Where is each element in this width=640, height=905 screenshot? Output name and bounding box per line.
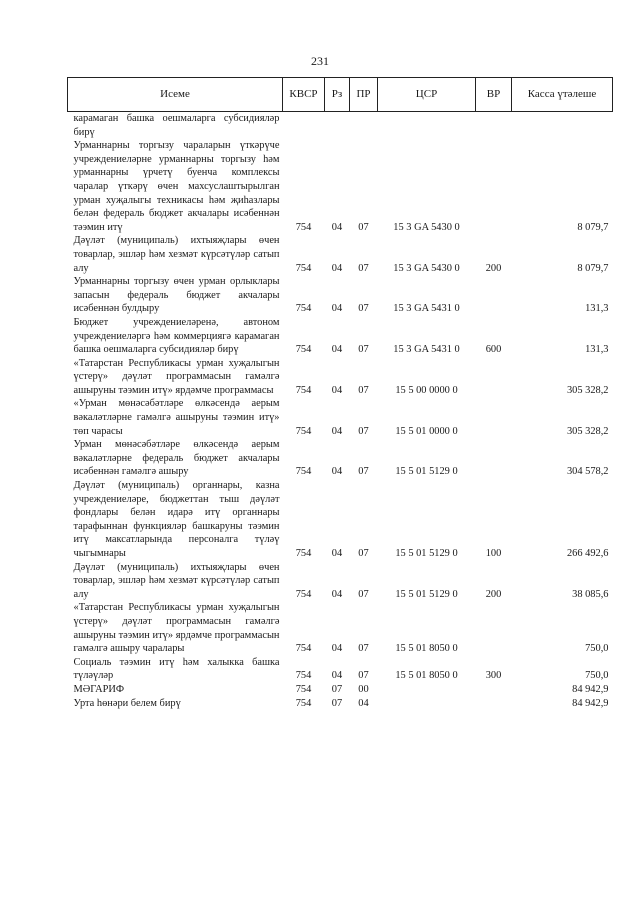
row-pr: 07: [358, 643, 369, 655]
row-rz: 07: [331, 697, 343, 709]
row-rz: 04: [331, 303, 343, 315]
row-kvsr: [283, 112, 325, 140]
header-vr: ВР: [476, 78, 512, 112]
row-name: карамаган башка оешмаларга субсидияләр бирү: [73, 113, 280, 138]
row-pr: 07: [358, 221, 369, 233]
row-vr: [476, 601, 512, 655]
table-body: [68, 112, 613, 711]
row-pr: 07: [358, 425, 369, 437]
row-kvsr: 754: [295, 384, 312, 396]
table-row: [68, 357, 613, 398]
row-kvsr: 754: [295, 303, 312, 315]
row-name: «Татарстан Республикасы урман хуҗалыгын үстерү» дәүләт программасын гамәлгә ашыруны тәэмин итү» ярдәмче программасы: [73, 357, 280, 396]
row-kvsr: 754: [295, 643, 312, 655]
row-pr: 07: [358, 384, 369, 396]
table-row: [68, 697, 613, 711]
row-kvsr: 754: [295, 548, 312, 559]
row-vr: [476, 139, 512, 234]
row-amount: 750,0: [585, 670, 609, 682]
row-csr: 15 5 01 8050 0: [395, 643, 458, 655]
row-rz: 04: [331, 670, 343, 682]
row-amount: 266 492,6: [566, 548, 609, 559]
row-kvsr: 754: [295, 588, 312, 600]
row-name: Дәүләт (муниципаль) ихтыяҗлары өчен товарлар, эшләр һәм хезмәт күрсәтүләр сатып алу: [73, 561, 280, 600]
row-kvsr: 754: [295, 221, 312, 233]
row-vr: [476, 697, 512, 711]
row-csr: 15 5 00 0000 0: [395, 384, 458, 396]
row-amount: 84 942,9: [572, 697, 609, 709]
budget-table: [67, 77, 613, 710]
row-pr: 07: [358, 548, 369, 559]
row-csr: 15 3 GA 5430 0: [393, 221, 460, 233]
row-rz: 04: [331, 425, 343, 437]
row-amount: 84 942,9: [572, 683, 609, 695]
row-csr: [378, 683, 476, 697]
row-kvsr: 754: [295, 466, 312, 478]
row-vr: 600: [485, 344, 502, 356]
row-vr: 300: [485, 670, 502, 682]
row-amount: 305 328,2: [566, 384, 609, 396]
table-row: [68, 438, 613, 479]
row-rz: 04: [331, 221, 343, 233]
row-name: Урта һөнәри белем бирү: [73, 697, 181, 709]
header-pr: ПР: [350, 78, 378, 112]
row-name: «Урман мөнәсәбәтләре өлкәсендә аерым вәкаләтләрне гамәлгә ашыруны тәэмин итү» төп чарасы: [73, 398, 280, 437]
row-name: Дәүләт (муниципаль) ихтыяҗлары өчен товарлар, эшләр һәм хезмәт күрсәтүләр сатып алу: [73, 235, 280, 274]
row-csr: 15 3 GA 5431 0: [393, 344, 460, 356]
table-row: [68, 316, 613, 357]
header-kassa: Касса үтәлеше: [512, 78, 613, 112]
row-vr: 200: [485, 262, 502, 274]
row-pr: 07: [358, 303, 369, 315]
table-row: [68, 275, 613, 316]
row-name: Урманнарны торгызу чараларын үткәрүче учреждениеләрне урманнарны торгызу һәм урманнарны үрчетү буенча комплексы чаралар үткәрү өчен махсуслаштырылган урман хуҗалыгы техникасы һәм җиһазлары белән федераль бюджет акчалары исәбеннән тәэмин итү: [73, 140, 280, 233]
row-amount: 305 328,2: [566, 425, 609, 437]
row-csr: 15 5 01 8050 0: [395, 670, 458, 682]
row-pr: 07: [358, 466, 369, 478]
row-name: «Татарстан Республикасы урман хуҗалыгын үстерү» дәүләт программасын гамәлгә ашыруны тәэмин итү» ярдәмче программасын гамәлгә ашыру чаралары: [73, 602, 280, 655]
table-row: [68, 656, 613, 683]
row-pr: 07: [358, 670, 369, 682]
row-kvsr: 754: [295, 262, 312, 274]
row-pr: 07: [358, 588, 369, 600]
row-amount: 131,3: [585, 303, 609, 315]
row-amount: [512, 112, 613, 140]
row-vr: 200: [485, 588, 502, 600]
row-rz: 04: [331, 384, 343, 396]
row-rz: 04: [331, 344, 343, 356]
row-pr: 07: [358, 344, 369, 356]
row-amount: 8 079,7: [577, 221, 609, 233]
row-rz: 04: [331, 643, 343, 655]
row-csr: [378, 697, 476, 711]
row-rz: 04: [331, 466, 343, 478]
row-name: МӘГАРИФ: [73, 683, 125, 695]
row-amount: 131,3: [585, 344, 609, 356]
row-csr: 15 3 GA 5431 0: [393, 303, 460, 315]
row-pr: 00: [358, 683, 369, 695]
row-amount: 38 085,6: [572, 588, 609, 600]
table-header: [68, 78, 613, 112]
row-rz: 04: [331, 262, 343, 274]
row-csr: 15 3 GA 5430 0: [393, 262, 460, 274]
row-name: Дәүләт (муниципаль) органнары, казна учреждениеләре, бюджеттан тыш дәүләт фондлары белән идарә итү органнары тарафыннан функцияләр башкаруны тәэмин итү максатларында персоналга түләү чыгымнары: [73, 480, 280, 559]
row-pr: [350, 112, 378, 140]
page-number: 231: [311, 54, 329, 68]
row-name: Социаль тәэмин итү һәм халыкка башка түләүләр: [73, 656, 280, 682]
row-kvsr: 754: [295, 670, 312, 682]
row-vr: [476, 357, 512, 398]
table-row: [68, 234, 613, 275]
row-name: Бюджет учреждениеләренә, автоном учреждениеләргә һәм коммерциягә карамаган башка оешмаларга субсидияләр бирү: [73, 316, 280, 356]
row-rz: 07: [331, 683, 343, 695]
row-amount: 8 079,7: [577, 262, 609, 274]
row-vr: [476, 683, 512, 697]
row-pr: 04: [358, 697, 369, 709]
header-csr: ЦСР: [378, 78, 476, 112]
header-rz: Рз: [325, 78, 350, 112]
table-row: [68, 112, 613, 140]
row-name: Урманнарны торгызу өчен урман орлыклары запасын федераль бюджет акчалары исәбеннән булдыру: [73, 276, 280, 315]
row-vr: [476, 438, 512, 479]
row-vr: [476, 397, 512, 438]
row-pr: 07: [358, 262, 369, 274]
row-kvsr: 754: [295, 425, 312, 437]
table-row: [68, 479, 613, 561]
row-amount: 304 578,2: [566, 466, 609, 478]
row-kvsr: 754: [295, 344, 312, 356]
row-name: Урман мөнәсәбәтләре өлкәсендә аерым вәкаләтләрне федераль бюджет акчалары исәбеннән гамәлгә ашыру: [73, 439, 280, 478]
table-row: [68, 683, 613, 697]
row-csr: 15 5 01 5129 0: [395, 466, 458, 478]
header-name: Исеме: [68, 78, 283, 112]
row-vr: [476, 112, 512, 140]
header-kvsr: КВСР: [283, 78, 325, 112]
table-row: [68, 561, 613, 602]
row-kvsr: 754: [295, 683, 312, 695]
row-rz: 04: [331, 548, 343, 559]
row-vr: 100: [485, 548, 502, 559]
row-csr: [378, 112, 476, 140]
table-row: [68, 601, 613, 655]
table-row: [68, 139, 613, 234]
table-row: [68, 397, 613, 438]
row-amount: 750,0: [585, 643, 609, 655]
row-rz: [325, 112, 350, 140]
row-kvsr: 754: [295, 697, 312, 709]
row-vr: [476, 275, 512, 316]
row-csr: 15 5 01 5129 0: [395, 588, 458, 600]
row-csr: 15 5 01 5129 0: [395, 548, 458, 559]
row-csr: 15 5 01 0000 0: [395, 425, 458, 437]
row-rz: 04: [331, 588, 343, 600]
